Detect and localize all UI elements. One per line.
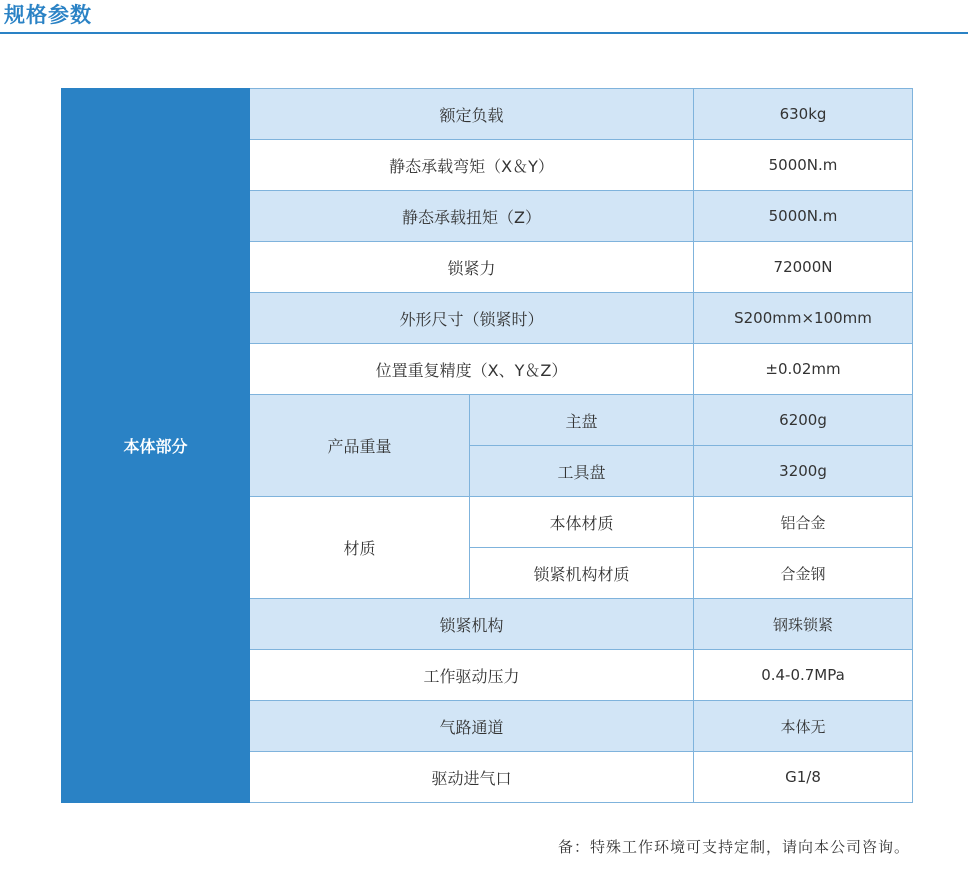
param-label: 静态承载弯矩（X＆Y） [250,140,694,191]
param-value: G1/8 [694,752,913,803]
param-label: 锁紧力 [250,242,694,293]
title-divider [0,32,968,34]
param-value: 铝合金 [694,497,913,548]
param-label: 额定负载 [250,89,694,140]
param-label: 工具盘 [470,446,694,497]
param-value: 5000N.m [694,191,913,242]
param-label: 位置重复精度（X、Y＆Z） [250,344,694,395]
param-value: S200mm×100mm [694,293,913,344]
param-label: 锁紧机构材质 [470,548,694,599]
param-value: 630kg [694,89,913,140]
param-value: 0.4-0.7MPa [694,650,913,701]
section-label: 本体部分 [62,89,250,803]
group-label-weight: 产品重量 [250,395,470,497]
param-label: 工作驱动压力 [250,650,694,701]
param-value: 本体无 [694,701,913,752]
param-label: 气路通道 [250,701,694,752]
page-title: 规格参数 [4,3,92,27]
param-value: 钢珠锁紧 [694,599,913,650]
group-label-material: 材质 [250,497,470,599]
table-row [62,89,913,140]
param-value: 3200g [694,446,913,497]
param-value: 6200g [694,395,913,446]
param-label: 锁紧机构 [250,599,694,650]
param-value: ±0.02mm [694,344,913,395]
param-value: 5000N.m [694,140,913,191]
param-label: 外形尺寸（锁紧时） [250,293,694,344]
footnote: 备：特殊工作环境可支持定制，请向本公司咨询。 [557,838,910,856]
param-value: 72000N [694,242,913,293]
spec-table [61,88,913,803]
param-label: 本体材质 [470,497,694,548]
param-value: 合金钢 [694,548,913,599]
param-label: 驱动进气口 [250,752,694,803]
param-label: 静态承载扭矩（Z） [250,191,694,242]
param-label: 主盘 [470,395,694,446]
